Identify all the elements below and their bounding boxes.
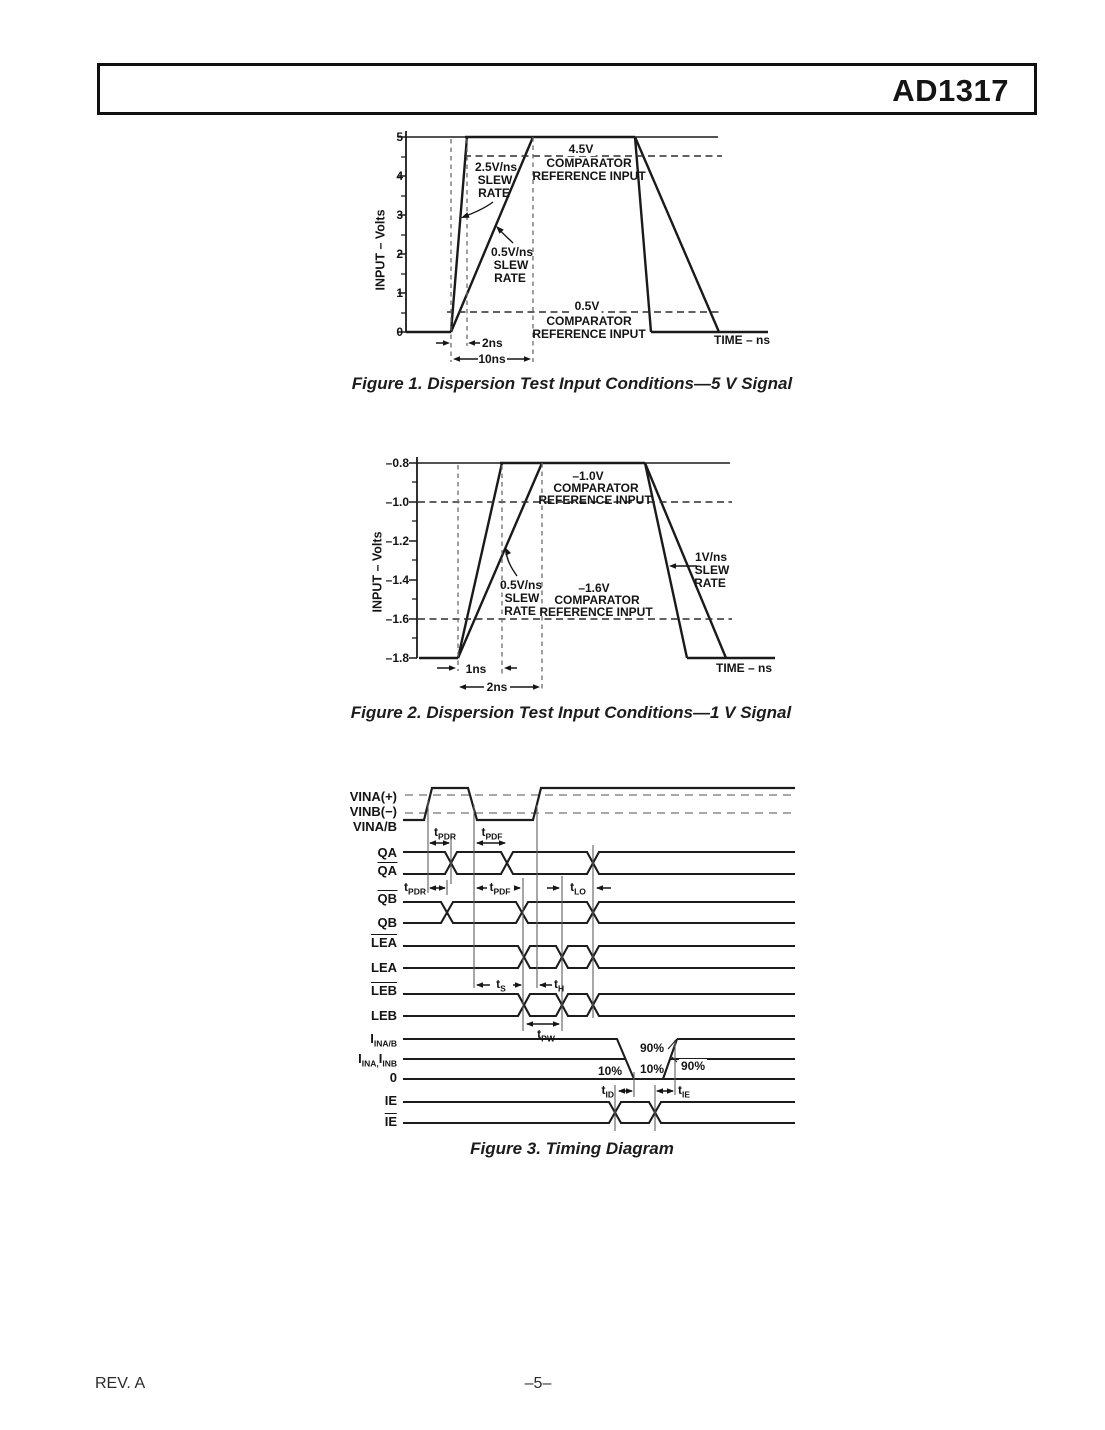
fig2-dim-1ns: 1ns [465, 662, 487, 676]
fig1-ytick: 3 [396, 208, 403, 222]
fig2-ref-low-text: REFERENCE INPUT [539, 605, 653, 619]
fig2-slow-slew-label: SLEW [504, 591, 540, 605]
fig3-lea-wave [403, 946, 795, 968]
part-number: AD1317 [892, 73, 1009, 108]
fig1-slow-slew-label: 0.5V/ns [490, 245, 534, 259]
signal-label-vina-plus: VINA(+) [349, 789, 397, 804]
fig1-slow-slew-label: SLEW [493, 258, 529, 272]
fig1-ref-high-value: 4.5V [568, 142, 594, 156]
fig2-ref-high-value: –1.0V [572, 469, 604, 483]
percent-label-10: 10% [640, 1062, 665, 1076]
signal-label-iina-iinb: $I_{INA,}I_{INB}$ [358, 1051, 397, 1069]
fig1-ytick: 4 [396, 169, 403, 183]
signal-label-lea: LEA [371, 960, 397, 975]
fig3-ie-wave [403, 1102, 795, 1123]
fig1-ref-high-text: COMPARATOR [546, 156, 632, 170]
footer-page-number: –5– [524, 1375, 552, 1392]
fig2-x-axis-label: TIME – ns [715, 661, 772, 675]
signal-label-leb: LEB [371, 1008, 397, 1023]
fig2-slow-slew-line [458, 463, 542, 658]
timing-label-tpw: $t_{PW}$ [537, 1027, 555, 1044]
fig1-ref-high-text: REFERENCE INPUT [532, 169, 646, 183]
signal-label-vinb-minus: VINB(−) [349, 804, 397, 819]
fig2-caption: Figure 2. Dispersion Test Input Conditions—1 V Signal [350, 703, 792, 722]
fig1-dim-2ns: 2ns [482, 336, 503, 350]
signal-label-vina-b: VINA/B [352, 819, 397, 834]
fig2-fall-slew-label: 1V/ns [694, 550, 728, 564]
signal-label-leb-bar: LEB [371, 983, 397, 998]
signal-label-lea-bar: LEA [371, 935, 397, 950]
percent-label-90: 90% [639, 1041, 664, 1055]
fig1-caption: Figure 1. Dispersion Test Input Conditions—5 V Signal [351, 374, 793, 393]
fig1-ytick: 2 [396, 247, 403, 261]
percent-label-10: 10% [597, 1064, 622, 1078]
fig3-vin-threshold-dashed [405, 795, 795, 813]
signal-label-iina-b: $I_{INA/B}$ [370, 1031, 397, 1049]
fig2-slow-slew-label: RATE [504, 604, 536, 618]
signal-label-ie-bar: IE [384, 1114, 397, 1129]
fig2-fall-slew-label: RATE [694, 576, 726, 590]
signal-label-qb-bar: QB [377, 891, 397, 906]
footer-revision: REV. A [95, 1375, 146, 1392]
fig1-ytick: 5 [396, 130, 403, 144]
fig3-caption: Figure 3. Timing Diagram [470, 1139, 674, 1158]
signal-label-zero: 0 [389, 1070, 397, 1085]
fig3-timing-diagram [403, 788, 795, 1131]
fig2-ytick: –1.4 [385, 573, 409, 587]
header-part-number-box [97, 63, 1037, 115]
timing-label-tid: $t_{ID}$ [601, 1083, 614, 1100]
fig2-ytick: –0.8 [385, 456, 409, 470]
fig2-ytick: –1.2 [385, 534, 409, 548]
timing-label-tpdr: $t_{PDR}$ [404, 880, 426, 897]
timing-label-tpdr: $t_{PDR}$ [434, 825, 456, 842]
fig2-ref-low-text: COMPARATOR [554, 593, 640, 607]
fig1-ytick: 0 [396, 325, 403, 339]
timing-label-th: $t_H$ [554, 977, 565, 994]
fig1-y-axis-label: INPUT – Volts [373, 209, 388, 291]
fig3-vina-b-wave [403, 788, 795, 820]
fig1-fast-slew-label: 2.5V/ns [474, 160, 518, 174]
fig2-ytick: –1.6 [385, 612, 409, 626]
fig3-leb-wave [403, 994, 795, 1016]
fig1-x-axis-label: TIME – ns [713, 333, 770, 347]
percent-label-90: 90% [681, 1059, 706, 1073]
fig2-fast-slew-line [458, 463, 502, 658]
fig2-dim-2ns: 2ns [486, 680, 508, 694]
fig1-slow-slew-label: RATE [494, 271, 526, 285]
signal-label-qb: QB [377, 915, 397, 930]
fig2-ref-high-text: REFERENCE INPUT [538, 493, 652, 507]
fig2-ytick: –1.8 [385, 651, 409, 665]
signal-label-ie: IE [384, 1093, 397, 1108]
fig2-ref-high-text: COMPARATOR [553, 481, 639, 495]
fig1-fast-slew-label: RATE [478, 186, 510, 200]
fig1-ref-low-text: REFERENCE INPUT [532, 327, 646, 341]
fig2-y-axis-label: INPUT – Volts [370, 531, 385, 613]
fig3-qa-wave [403, 852, 795, 874]
timing-label-tie: $t_{IE}$ [678, 1083, 691, 1100]
fig2-ref-low-value: –1.6V [578, 581, 610, 595]
fig1-ref-low-text: COMPARATOR [546, 314, 632, 328]
timing-label-tpdf: $t_{PDF}$ [481, 825, 503, 842]
fig1-ref-low-value: 0.5V [574, 299, 600, 313]
fig2-ytick: –1.0 [385, 495, 409, 509]
timing-label-tlo: $t_{LO}$ [570, 880, 586, 897]
signal-label-qa-bar: QA [377, 863, 397, 878]
fig1-fast-slew-label: SLEW [477, 173, 513, 187]
fig2-slow-slew-label: 0.5V/ns [499, 578, 543, 592]
fig2-fall-slew-label: SLEW [694, 563, 730, 577]
fig3-reference-verticals [428, 800, 675, 1131]
signal-label-qa: QA [377, 845, 397, 860]
fig1-ytick: 1 [396, 286, 403, 300]
timing-label-ts: $t_S$ [496, 977, 506, 994]
fig1-dim-10ns: 10ns [478, 352, 506, 366]
fig3-qb-wave [403, 902, 795, 923]
timing-label-tpdf: $t_{PDF}$ [489, 880, 511, 897]
